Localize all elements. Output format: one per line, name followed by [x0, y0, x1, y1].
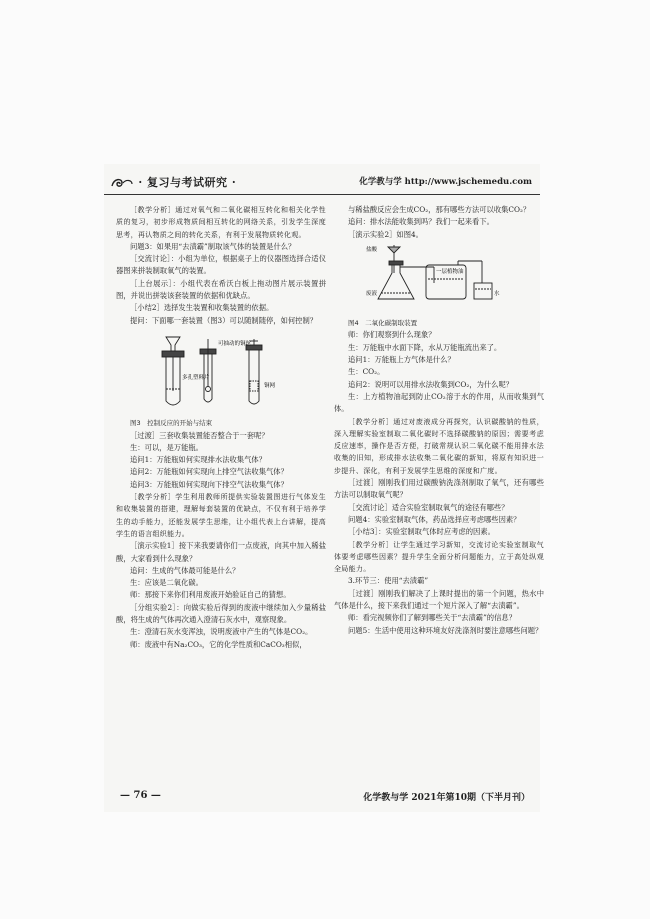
label-mesh: 铜网 [264, 382, 276, 389]
paragraph: ［小结3］：实验室制取气体时应考虑的因素。 [348, 527, 495, 537]
apparatus-valve-tube [246, 339, 262, 404]
label-acid: 盐酸 [366, 246, 378, 253]
paragraph: 问题4：实验室制取气体，药品选择应考虑哪些因素？ [348, 514, 521, 524]
figure-4-caption: 图4 二氧化碳制取装置 [348, 319, 418, 328]
paragraph: 追问3：万能瓶如何实现向下排空气法收集气体？ [130, 479, 288, 489]
page-number: — 76 — [120, 790, 161, 801]
paragraph: ［演示实验1］接下来我要请你们一点废液，向其中加入稀盐酸，大家看到什么现象？ [116, 541, 326, 563]
paragraph: 师：那接下来你们利用废液开始验证自己的猜想。 [130, 590, 291, 600]
paragraph: 师：你们观察到什么现象？ [348, 330, 436, 340]
paragraph: ［过渡］三套收集装置能否整合于一套呢？ [130, 430, 269, 440]
left-column [116, 204, 326, 651]
paragraph: 师：看完视频你们了解到哪些关于“去渍霸”的信息？ [348, 613, 516, 623]
paragraph: ［教学分析］让学生通过学习新知，交流讨论实验室制取气体要考虑哪些因素？提升学生全面分析问题能力，立于高处纵观全局能力。 [334, 540, 544, 574]
paragraph: 追问：生成的气体最可能是什么？ [130, 565, 240, 575]
figure-3-caption: 图3 控制反应的开始与结束 [130, 419, 213, 428]
paragraph: 生：CO₂。 [348, 367, 385, 377]
paragraph: 追问2：说明可以用排水法收集到CO₂，为什么呢？ [348, 379, 514, 389]
section-title-text: 复习与考试研究 [147, 176, 228, 189]
figure-3-apparatus [146, 331, 296, 411]
section-title: · 复习与考试研究 · [110, 174, 236, 190]
journal-url: 化学教与学 http://www.jschemedu.com [359, 177, 532, 187]
paragraph: 生：上方植物油起到防止CO₂溶于水的作用，从而收集到气体。 [334, 391, 544, 414]
apparatus-wire-tube [200, 339, 216, 402]
section-heading: 3.环节三：使用“去渍霸” [348, 576, 429, 586]
paragraph: 提问：下面哪一套装置（图3）可以随制随停，如何控制？ [130, 315, 318, 325]
apparatus-funnel-tube [162, 337, 184, 405]
swirl-ornament-icon [110, 176, 134, 190]
paragraph: ［交流讨论］适合实验室制取氧气的途径有哪些？ [348, 502, 509, 512]
paragraph: ［小结2］选择发生装置和收集装置的依据。 [130, 303, 274, 313]
paragraph: ［分组实验2］：向做实验后得到的废液中继续加入少量稀盐酸，将生成的气体再次通入澄清石灰水中，观察现象。 [116, 602, 326, 625]
right-column [334, 204, 544, 637]
paragraph: 与稀盐酸反应会生成CO₂，那有哪些方法可以收集CO₂？ [348, 205, 531, 214]
label-waste: 废液 [366, 290, 378, 297]
paragraph: 追问：排水法能收集到吗？我们一起来看下。 [348, 217, 494, 227]
paragraph: 生：澄清石灰水变浑浊，说明废液中产生的气体是CO₂。 [130, 627, 313, 637]
journal-page [104, 164, 544, 812]
paragraph: ［过渡］刚刚我们解决了上课时提出的第一个问题，热水中气体是什么，接下来我们通过一个短片深入了解“去渍霸”。 [334, 588, 544, 611]
label-wire: 可抽动的铜丝 [218, 340, 252, 347]
paragraph: ［上台展示］：小组代表在希沃白板上拖动图片展示装置拼图，并说出拼装该套装置的依据和优缺点。 [116, 278, 326, 301]
paragraph: ［交流讨论］：小组为单位，根据桌子上的仪器图选择合适仪器图来拼装制取氧气的装置。 [116, 254, 326, 276]
page-header [104, 170, 540, 195]
label-water: 水 [494, 290, 500, 297]
paragraph: ［教学分析］通过对废液成分再探究，认识碳酸钠的性质，深入理解实验室制取二氧化碳时不选择碳酸钠的原因；需要考虑反应速率，操作是否方便，打破常规认识二氧化碳不能用排水法收集的旧知，形成排水法收集二氧化碳的新知，将原有知识进一步提升、深化，有利于发展学生思维的深度和广度。 [334, 417, 544, 475]
paragraph: 追问1：万能瓶如何实现排水法收集气体？ [130, 455, 266, 465]
paragraph: 师：废液中有Na₂CO₃，它的化学性质和CaCO₃相似， [130, 639, 307, 649]
label-oil: 一层植物油 [436, 268, 464, 275]
paragraph: 追问1：万能瓶上方气体是什么？ [348, 355, 455, 365]
label-plate: 多孔塑料片 [182, 374, 210, 381]
paragraph: 问题5：生活中使用这种环境友好洗涤剂时要注意哪些问题？ [348, 625, 543, 635]
paragraph: 追问2：万能瓶如何实现向上排空气法收集气体？ [130, 467, 288, 477]
paragraph: 生：可以，是万能瓶。 [130, 442, 203, 452]
paragraph: 问题3：如果用“去渍霸”制取该气体的装置是什么？ [130, 241, 296, 251]
paragraph: ［过渡］刚刚我们用过碳酸钠洗涤剂制取了氧气，还有哪些方法可以制取氧气呢？ [334, 478, 544, 500]
paragraph: 生：应该是二氧化碳。 [130, 578, 203, 588]
journal-issue: 化学教与学 2021年第10期（下半月刊） [363, 793, 530, 803]
paragraph: ［教学分析］通过对氧气和二氧化碳相互转化和相关化学性质的复习，初步形成物质间相互转化的网络关系，引发学生深度思考，再认物质之间的转化关系，有利于发展物质转化观。 [116, 206, 326, 239]
paragraph: 生：万能瓶中水面下降，水从万能瓶流出来了。 [348, 342, 502, 352]
paragraph: ［教学分析］学生利用教师所提供实验装置图进行气体发生和收集装置的搭建，理解每套装置的优缺点，不仅有利于培养学生的动手能力，还能发展学生思维，让小组代表上台讲解，提高学生的语言组织能力。 [116, 493, 326, 538]
paragraph: ［演示实验2］如图4。 [348, 229, 423, 239]
figure-4-apparatus [364, 243, 514, 313]
collection-bottle [426, 261, 492, 299]
